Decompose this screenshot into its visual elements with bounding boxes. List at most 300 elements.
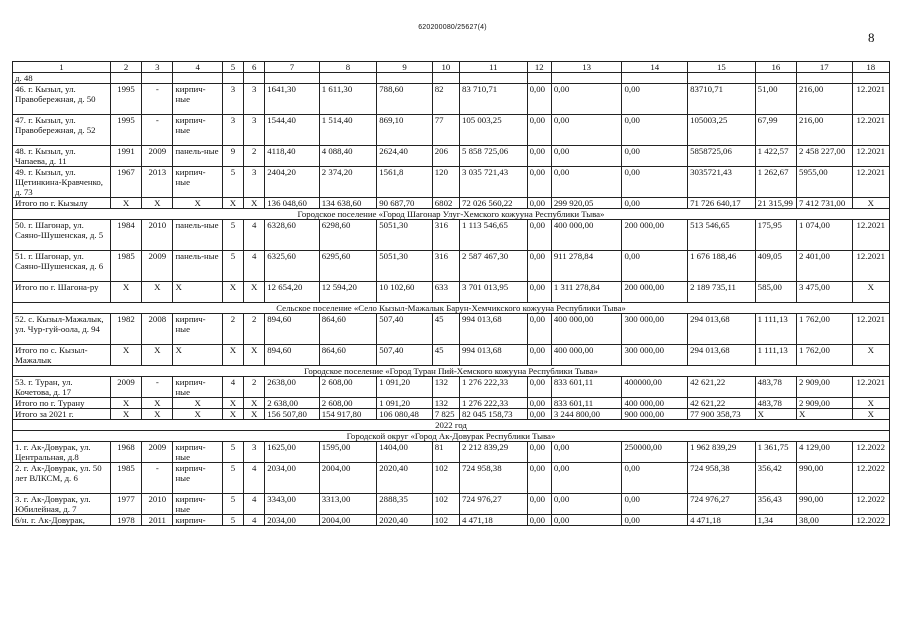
address-cell: 3. г. Ак-Довурак, ул. Юбилейная, д. 7 <box>13 494 111 515</box>
address-cell: 46. г. Кызыл, ул. Правобережная, д. 50 <box>13 84 111 115</box>
table-cell: 102 <box>432 515 459 526</box>
table-cell: 12.2021 <box>852 115 889 146</box>
table-cell: 216,00 <box>797 115 853 146</box>
table-row <box>13 494 890 515</box>
table-cell: 400000,00 <box>622 377 688 398</box>
table-cell: 5 <box>222 463 243 494</box>
section-header-row <box>13 303 890 314</box>
table-cell: 12.2021 <box>852 377 889 398</box>
table-cell: 51,00 <box>755 84 796 115</box>
table-cell: 21 315,99 <box>755 198 796 209</box>
table-cell: 2020,40 <box>377 463 433 494</box>
table-cell: 10 102,60 <box>377 282 433 303</box>
table-cell: 132 <box>432 377 459 398</box>
table-cell: 5 <box>222 494 243 515</box>
address-cell: Итого по с. Кызыл-Мажалык <box>13 345 111 366</box>
table-cell: кирпич-ные <box>173 84 222 115</box>
column-number: 10 <box>432 62 459 73</box>
table-cell: 300 000,00 <box>622 345 688 366</box>
table-cell: X <box>173 198 222 209</box>
table-cell: 1544,40 <box>265 115 319 146</box>
table-cell: 5 858 725,06 <box>460 146 528 167</box>
table-cell: 2009 <box>142 251 173 282</box>
table-cell: 585,00 <box>755 282 796 303</box>
table-cell: 132 <box>432 398 459 409</box>
table-cell <box>755 73 796 84</box>
table-cell: 316 <box>432 220 459 251</box>
table-cell: X <box>173 282 222 303</box>
table-cell: 1967 <box>110 167 141 198</box>
table-cell: 1561,8 <box>377 167 433 198</box>
table-cell: 300 000,00 <box>622 314 688 345</box>
column-number: 5 <box>222 62 243 73</box>
table-cell: 0,00 <box>527 115 551 146</box>
table-cell: X <box>244 409 265 420</box>
table-cell: 2004,00 <box>319 463 377 494</box>
table-cell: 1 762,00 <box>797 314 853 345</box>
table-cell: 5 <box>222 442 243 463</box>
table-row <box>13 282 890 303</box>
table-cell: 1 514,40 <box>319 115 377 146</box>
table-cell: 1977 <box>110 494 141 515</box>
table-cell: 724 958,38 <box>688 463 756 494</box>
table-cell: 0,00 <box>527 220 551 251</box>
table-cell: 2 909,00 <box>797 377 853 398</box>
table-cell: 633 <box>432 282 459 303</box>
table-row <box>13 167 890 198</box>
table-cell: 77 <box>432 115 459 146</box>
table-cell: 1978 <box>110 515 141 526</box>
table-cell: 105 003,25 <box>460 115 528 146</box>
table-cell: 5 <box>222 167 243 198</box>
total-row <box>13 198 890 209</box>
table-cell: 400 000,00 <box>551 314 622 345</box>
table-cell: 5955,00 <box>797 167 853 198</box>
table-cell: 42 621,22 <box>688 398 756 409</box>
table-cell: 1995 <box>110 84 141 115</box>
table-row <box>13 442 890 463</box>
table-cell: 3 244 800,00 <box>551 409 622 420</box>
table-cell: 106 080,48 <box>377 409 433 420</box>
column-number: 11 <box>460 62 528 73</box>
section-title: Городское поселение «Город Туран Пий-Хемского кожууна Республики Тыва» <box>13 366 890 377</box>
table-cell: 90 687,70 <box>377 198 433 209</box>
table-cell: 2 374,20 <box>319 167 377 198</box>
table-cell: 4 <box>244 463 265 494</box>
table-cell: 483,78 <box>755 377 796 398</box>
table-cell: 1 091,20 <box>377 377 433 398</box>
table-cell: 0,00 <box>527 409 551 420</box>
table-cell: 1 676 188,46 <box>688 251 756 282</box>
table-cell: 1 422,57 <box>755 146 796 167</box>
table-cell: X <box>142 409 173 420</box>
total-row <box>13 409 890 420</box>
address-cell: Итого по г. Кызылу <box>13 198 111 209</box>
table-row <box>13 146 890 167</box>
table-cell: 2638,00 <box>265 377 319 398</box>
table-cell: 3 475,00 <box>797 282 853 303</box>
table-cell: 2009 <box>142 146 173 167</box>
table-cell: 1 111,13 <box>755 314 796 345</box>
table-cell: X <box>852 198 889 209</box>
table-cell: кирпич-ные <box>173 494 222 515</box>
table-cell: 12 654,20 <box>265 282 319 303</box>
table-cell: 400 000,00 <box>551 345 622 366</box>
table-cell: 2009 <box>142 442 173 463</box>
table-cell: 4 471,18 <box>460 515 528 526</box>
address-cell: 52. с. Кызыл-Мажалык, ул. Чур-гуй-оола, д. 94 <box>13 314 111 345</box>
table-cell: - <box>142 115 173 146</box>
table-cell: 6325,60 <box>265 251 319 282</box>
table-cell: 1985 <box>110 251 141 282</box>
address-cell: Итого по г. Шагона-ру <box>13 282 111 303</box>
table-cell: 81 <box>432 442 459 463</box>
table-cell: 5858725,06 <box>688 146 756 167</box>
table-cell: 990,00 <box>797 494 853 515</box>
table-cell: 3 <box>244 167 265 198</box>
table-cell: панель-ные <box>173 220 222 251</box>
table-cell: 2010 <box>142 494 173 515</box>
table-cell: 3 <box>244 84 265 115</box>
table-cell: 0,00 <box>551 115 622 146</box>
table-cell: 4 <box>222 377 243 398</box>
table-cell: 507,40 <box>377 314 433 345</box>
table-cell: X <box>222 398 243 409</box>
table-cell: 1 611,30 <box>319 84 377 115</box>
table-cell: 0,00 <box>527 251 551 282</box>
table-cell: X <box>173 409 222 420</box>
table-cell: 1985 <box>110 463 141 494</box>
table-cell: 2 608,00 <box>319 377 377 398</box>
column-number: 8 <box>319 62 377 73</box>
table-cell: 42 621,22 <box>688 377 756 398</box>
table-cell: 2 212 839,29 <box>460 442 528 463</box>
table-cell: 120 <box>432 167 459 198</box>
section-title: 2022 год <box>13 420 890 431</box>
table-cell <box>244 73 265 84</box>
table-cell <box>377 73 433 84</box>
table-cell: 4 <box>244 220 265 251</box>
table-cell: 994 013,68 <box>460 314 528 345</box>
table-row <box>13 314 890 345</box>
table-cell: 9 <box>222 146 243 167</box>
table-cell: - <box>142 84 173 115</box>
table-cell: 136 048,60 <box>265 198 319 209</box>
table-cell: 294 013,68 <box>688 314 756 345</box>
table-cell: 1404,00 <box>377 442 433 463</box>
section-title: Городское поселение «Город Шагонар Улуг-Хемского кожууна Республики Тыва» <box>13 209 890 220</box>
table-cell <box>852 73 889 84</box>
table-cell: 105003,25 <box>688 115 756 146</box>
page-number: 8 <box>868 30 875 45</box>
column-number: 4 <box>173 62 222 73</box>
table-cell: 4 471,18 <box>688 515 756 526</box>
table-cell: 1968 <box>110 442 141 463</box>
table-cell <box>460 73 528 84</box>
table-cell: X <box>222 198 243 209</box>
column-number: 13 <box>551 62 622 73</box>
table-cell: 2004,00 <box>319 515 377 526</box>
table-cell: 1995 <box>110 115 141 146</box>
table-cell: 911 278,84 <box>551 251 622 282</box>
table-cell: 134 638,60 <box>319 198 377 209</box>
table-cell: 3 701 013,95 <box>460 282 528 303</box>
table-cell: 1625,00 <box>265 442 319 463</box>
address-cell: 47. г. Кызыл, ул. Правобережная, д. 52 <box>13 115 111 146</box>
table-cell: 2888,35 <box>377 494 433 515</box>
section-title: Городской округ «Город Ак-Довурак Республики Тыва» <box>13 431 890 442</box>
table-cell: 12.2021 <box>852 167 889 198</box>
table-cell: 5 <box>222 251 243 282</box>
table-cell: 1984 <box>110 220 141 251</box>
table-cell: панель-ные <box>173 251 222 282</box>
table-cell: 154 917,80 <box>319 409 377 420</box>
table-cell: 12.2022 <box>852 442 889 463</box>
table-cell: 2 638,00 <box>265 398 319 409</box>
column-number: 6 <box>244 62 265 73</box>
address-cell: 2. г. Ак-Довурак, ул. 50 лет ВЛКСМ, д. 6 <box>13 463 111 494</box>
table-cell: 2020,40 <box>377 515 433 526</box>
table-cell: 2034,00 <box>265 463 319 494</box>
table-cell: 0,00 <box>527 282 551 303</box>
table-cell: 1 091,20 <box>377 398 433 409</box>
table-cell: панель-ные <box>173 146 222 167</box>
table-cell: X <box>244 198 265 209</box>
table-cell: 71 726 640,17 <box>688 198 756 209</box>
address-cell: д. 48 <box>13 73 111 84</box>
table-cell: 0,00 <box>551 515 622 526</box>
table-row <box>13 515 890 526</box>
table-cell: 12.2021 <box>852 146 889 167</box>
section-header-row <box>13 431 890 442</box>
table-cell: 788,60 <box>377 84 433 115</box>
table-row <box>13 345 890 366</box>
table-cell: 0,00 <box>527 167 551 198</box>
column-number: 7 <box>265 62 319 73</box>
table-cell: 67,99 <box>755 115 796 146</box>
table-cell: 12.2021 <box>852 251 889 282</box>
table-row <box>13 84 890 115</box>
table-cell: 2 608,00 <box>319 398 377 409</box>
table-cell: X <box>852 398 889 409</box>
table-cell: 0,00 <box>551 463 622 494</box>
table-cell: 724 976,27 <box>688 494 756 515</box>
table-cell: 299 920,05 <box>551 198 622 209</box>
table-row <box>13 73 890 84</box>
table-cell: 2 <box>244 377 265 398</box>
table-cell: X <box>142 282 173 303</box>
address-cell: 53. г. Туран, ул. Кочетова, д. 17 <box>13 377 111 398</box>
table-cell: 833 601,11 <box>551 398 622 409</box>
table-cell: 294 013,68 <box>688 345 756 366</box>
table-cell <box>432 73 459 84</box>
table-cell: 2009 <box>110 377 141 398</box>
table-cell: 12.2021 <box>852 314 889 345</box>
table-cell: 12 594,20 <box>319 282 377 303</box>
table-cell: 4 129,00 <box>797 442 853 463</box>
table-cell: 5051,30 <box>377 220 433 251</box>
table-cell: 102 <box>432 463 459 494</box>
table-cell: 0,00 <box>527 463 551 494</box>
table-row <box>13 220 890 251</box>
table-cell: 2 401,00 <box>797 251 853 282</box>
table-cell: 12.2022 <box>852 494 889 515</box>
table-cell: 4 <box>244 251 265 282</box>
table-cell: 2404,20 <box>265 167 319 198</box>
table-row <box>13 115 890 146</box>
table-cell: 507,40 <box>377 345 433 366</box>
table-cell: X <box>142 345 173 366</box>
table-cell <box>110 73 141 84</box>
table-cell: 2034,00 <box>265 515 319 526</box>
table-cell: 0,00 <box>622 463 688 494</box>
table-cell: 2 458 227,00 <box>797 146 853 167</box>
table-cell: 250000,00 <box>622 442 688 463</box>
table-cell: X <box>173 398 222 409</box>
table-cell: X <box>173 345 222 366</box>
table-cell: 864,60 <box>319 314 377 345</box>
table-cell: 7 412 731,00 <box>797 198 853 209</box>
table-cell: 1982 <box>110 314 141 345</box>
table-cell: 4 <box>244 515 265 526</box>
table-cell: 5 <box>222 220 243 251</box>
table-cell: X <box>142 198 173 209</box>
table-cell: кирпич- <box>173 515 222 526</box>
address-cell: 50. г. Шагонар, ул. Саяно-Шушенская, д. 5 <box>13 220 111 251</box>
column-number: 17 <box>797 62 853 73</box>
table-cell: 3 <box>244 115 265 146</box>
table-cell: 6298,60 <box>319 220 377 251</box>
table-cell: кирпич-ные <box>173 442 222 463</box>
table-cell: 0,00 <box>527 515 551 526</box>
table-cell: X <box>222 409 243 420</box>
table-cell: 894,60 <box>265 345 319 366</box>
table-cell: 2013 <box>142 167 173 198</box>
table-cell: 206 <box>432 146 459 167</box>
table-cell: 6295,60 <box>319 251 377 282</box>
section-header-row <box>13 366 890 377</box>
table-cell: 1 276 222,33 <box>460 377 528 398</box>
table-cell: 356,43 <box>755 494 796 515</box>
table-cell <box>551 73 622 84</box>
table-cell: 4118,40 <box>265 146 319 167</box>
table-cell: кирпич-ные <box>173 377 222 398</box>
column-number: 16 <box>755 62 796 73</box>
table-cell: 1,34 <box>755 515 796 526</box>
table-cell: 1 113 546,65 <box>460 220 528 251</box>
table-cell: 864,60 <box>319 345 377 366</box>
table-cell: 400 000,00 <box>551 220 622 251</box>
table-cell: 4 088,40 <box>319 146 377 167</box>
table-cell: X <box>110 409 141 420</box>
table-cell: 1 361,75 <box>755 442 796 463</box>
table-cell: 0,00 <box>551 146 622 167</box>
table-cell: 12.2021 <box>852 84 889 115</box>
table-cell: X <box>110 345 141 366</box>
table-cell: 82 045 158,73 <box>460 409 528 420</box>
column-number: 14 <box>622 62 688 73</box>
table-cell: 5051,30 <box>377 251 433 282</box>
table-cell: 900 000,00 <box>622 409 688 420</box>
table-cell: 2 <box>244 314 265 345</box>
table-cell: X <box>244 282 265 303</box>
table-cell: X <box>142 398 173 409</box>
table-row <box>13 251 890 282</box>
table-cell: 83710,71 <box>688 84 756 115</box>
table-cell: 2 909,00 <box>797 398 853 409</box>
table-cell: 102 <box>432 494 459 515</box>
table-cell: 175,95 <box>755 220 796 251</box>
table-cell: 12.2022 <box>852 515 889 526</box>
table-cell: 200 000,00 <box>622 282 688 303</box>
document-id: 620200080/25627(4) <box>418 24 487 31</box>
table-cell: 1 262,67 <box>755 167 796 198</box>
table-cell: 3035721,43 <box>688 167 756 198</box>
section-header-row <box>13 209 890 220</box>
table-cell: 869,10 <box>377 115 433 146</box>
table-cell: 0,00 <box>527 494 551 515</box>
table-cell: X <box>110 282 141 303</box>
column-number: 18 <box>852 62 889 73</box>
table-cell: - <box>142 377 173 398</box>
table-cell: кирпич-ные <box>173 463 222 494</box>
address-cell: 51. г. Шагонар, ул. Саяно-Шушенская, д. 6 <box>13 251 111 282</box>
table-cell: 356,42 <box>755 463 796 494</box>
address-cell: Итого за 2021 г. <box>13 409 111 420</box>
table-cell: 0,00 <box>527 442 551 463</box>
address-cell: 48. г. Кызыл, ул. Чапаева, д. 11 <box>13 146 111 167</box>
column-number: 12 <box>527 62 551 73</box>
table-cell: кирпич-ные <box>173 115 222 146</box>
table-cell: 83 710,71 <box>460 84 528 115</box>
table-cell: 0,00 <box>527 377 551 398</box>
table-cell: X <box>244 398 265 409</box>
table-cell: 483,78 <box>755 398 796 409</box>
total-row <box>13 398 890 409</box>
table-cell: 724 976,27 <box>460 494 528 515</box>
table-cell: X <box>244 345 265 366</box>
section-header-row <box>13 420 890 431</box>
table-cell <box>319 73 377 84</box>
table-cell: 0,00 <box>527 398 551 409</box>
table-cell: 3343,00 <box>265 494 319 515</box>
table-cell: 316 <box>432 251 459 282</box>
table-cell: 12.2021 <box>852 220 889 251</box>
table-cell: 1 111,13 <box>755 345 796 366</box>
address-cell: 49. г. Кызыл, ул. Щетинкина-Кравченко, д. 73 <box>13 167 111 198</box>
table-cell: X <box>755 409 796 420</box>
table-cell: 4 <box>244 494 265 515</box>
table-cell: - <box>142 463 173 494</box>
table-cell: 3 <box>244 442 265 463</box>
table-cell: 72 026 560,22 <box>460 198 528 209</box>
table-cell: X <box>852 345 889 366</box>
table-cell: 3 <box>222 84 243 115</box>
table-cell: 0,00 <box>527 198 551 209</box>
table-cell: X <box>852 409 889 420</box>
table-cell: 45 <box>432 345 459 366</box>
table-cell: 0,00 <box>551 494 622 515</box>
table-cell: 200 000,00 <box>622 220 688 251</box>
table-cell: 77 900 358,73 <box>688 409 756 420</box>
table-cell: X <box>110 398 141 409</box>
table-cell: X <box>110 198 141 209</box>
table-cell: 2 587 467,30 <box>460 251 528 282</box>
table-cell: 12.2022 <box>852 463 889 494</box>
table-cell <box>688 73 756 84</box>
table-cell <box>222 73 243 84</box>
table-cell: 0,00 <box>527 146 551 167</box>
